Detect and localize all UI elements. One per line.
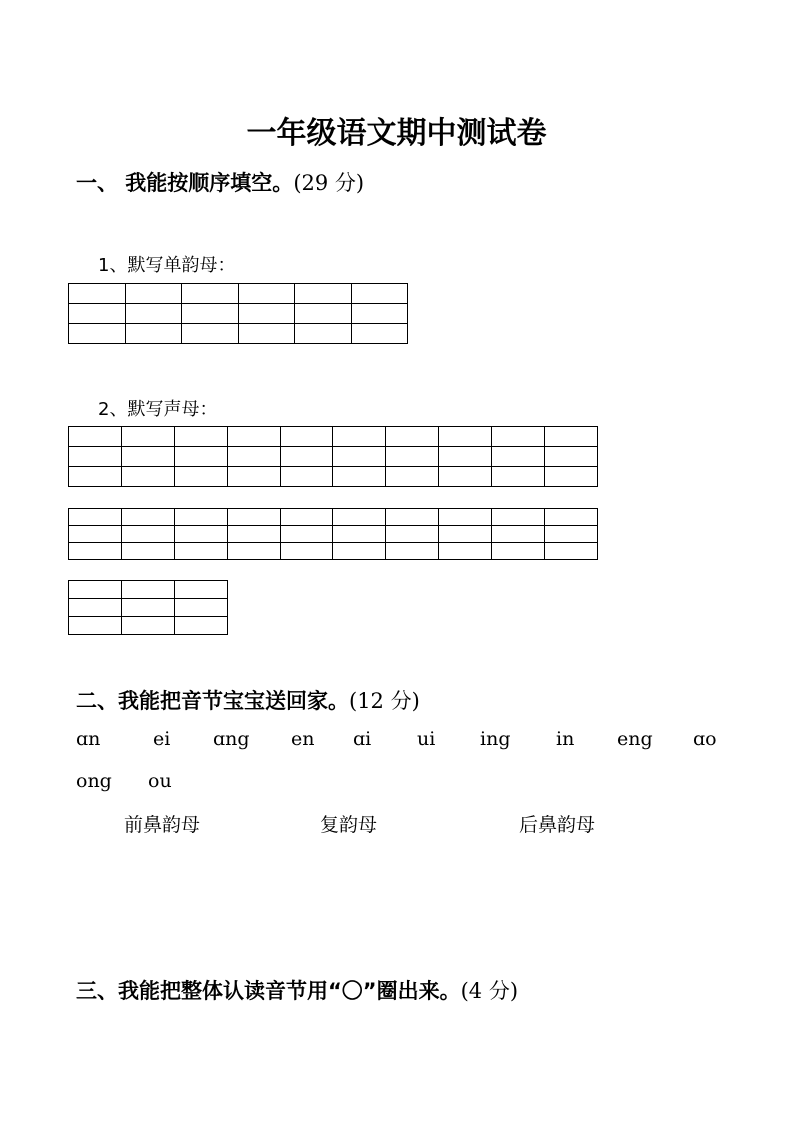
blank-cell[interactable] (122, 599, 175, 617)
category-front-nasal: 前鼻韵母 (124, 814, 201, 836)
grid-row (69, 543, 598, 560)
blank-cell[interactable] (492, 509, 545, 526)
blank-cell[interactable] (492, 526, 545, 543)
blank-cell[interactable] (69, 617, 122, 635)
blank-cell[interactable] (122, 617, 175, 635)
grid-row (69, 427, 598, 447)
blank-cell[interactable] (280, 447, 333, 467)
blank-cell[interactable] (174, 427, 227, 447)
syllable: ei (153, 728, 171, 750)
blank-cell[interactable] (295, 304, 352, 324)
syllable: ui (417, 728, 436, 750)
syllable: ɑn (76, 728, 101, 750)
blank-cell[interactable] (238, 284, 295, 304)
blank-cell[interactable] (182, 304, 239, 324)
category-compound: 复韵母 (320, 814, 378, 836)
blank-cell[interactable] (492, 467, 545, 487)
grid-row (69, 526, 598, 543)
blank-cell[interactable] (295, 324, 352, 344)
blank-cell[interactable] (125, 324, 182, 344)
blank-cell[interactable] (386, 526, 439, 543)
blank-cell[interactable] (492, 427, 545, 447)
blank-cell[interactable] (69, 304, 126, 324)
blank-cell[interactable] (182, 284, 239, 304)
blank-cell[interactable] (333, 509, 386, 526)
syllable: in (556, 728, 575, 750)
blank-cell[interactable] (122, 581, 175, 599)
section1-heading (76, 167, 364, 197)
blank-cell[interactable] (182, 324, 239, 344)
blank-cell[interactable] (351, 324, 408, 344)
blank-cell[interactable] (121, 427, 174, 447)
blank-cell[interactable] (69, 526, 122, 543)
syllable: ong (76, 770, 112, 792)
blank-cell[interactable] (227, 447, 280, 467)
syllable: ou (148, 770, 172, 792)
blank-cell[interactable] (69, 427, 122, 447)
grid-row (69, 447, 598, 467)
blank-cell[interactable] (280, 543, 333, 560)
grid-row (69, 581, 228, 599)
blank-cell[interactable] (386, 467, 439, 487)
blank-cell[interactable] (439, 467, 492, 487)
blank-cell[interactable] (125, 304, 182, 324)
blank-cell[interactable] (227, 543, 280, 560)
blank-cell[interactable] (492, 447, 545, 467)
blank-cell[interactable] (386, 447, 439, 467)
blank-cell[interactable] (386, 427, 439, 447)
section3-heading (76, 975, 518, 1005)
heading-text: 一、 我能按顺序填空。 (76, 171, 294, 195)
blank-cell[interactable] (69, 581, 122, 599)
grid-row (69, 599, 228, 617)
blank-cell[interactable] (351, 304, 408, 324)
blank-cell[interactable] (280, 526, 333, 543)
consonant-grid-1 (68, 426, 598, 487)
grid-row (69, 324, 408, 344)
blank-cell[interactable] (238, 304, 295, 324)
blank-cell[interactable] (545, 447, 598, 467)
blank-cell[interactable] (121, 467, 174, 487)
blank-cell[interactable] (545, 509, 598, 526)
points: (29 分) (293, 171, 365, 195)
blank-cell[interactable] (121, 526, 174, 543)
blank-cell[interactable] (69, 599, 122, 617)
blank-cell[interactable] (545, 427, 598, 447)
consonant-grid-2 (68, 508, 598, 560)
points: (12 分) (349, 689, 420, 713)
blank-cell[interactable] (439, 526, 492, 543)
blank-cell[interactable] (238, 324, 295, 344)
blank-cell[interactable] (545, 467, 598, 487)
syllable: ɑo (693, 728, 717, 750)
blank-cell[interactable] (174, 447, 227, 467)
blank-cell[interactable] (69, 324, 126, 344)
section2-heading (76, 685, 420, 715)
blank-cell[interactable] (174, 509, 227, 526)
grid-row (69, 304, 408, 324)
syllable: eng (617, 728, 653, 750)
category-back-nasal: 后鼻韵母 (519, 814, 596, 836)
blank-cell[interactable] (295, 284, 352, 304)
blank-cell[interactable] (175, 617, 228, 635)
blank-cell[interactable] (69, 447, 122, 467)
blank-cell[interactable] (227, 526, 280, 543)
syllable: en (291, 728, 315, 750)
blank-cell[interactable] (175, 599, 228, 617)
syllable: ing (480, 728, 511, 750)
blank-cell[interactable] (227, 467, 280, 487)
blank-cell[interactable] (545, 543, 598, 560)
blank-cell[interactable] (386, 543, 439, 560)
blank-cell[interactable] (121, 509, 174, 526)
consonant-grid-3 (68, 580, 228, 635)
blank-cell[interactable] (545, 526, 598, 543)
blank-cell[interactable] (125, 284, 182, 304)
blank-cell[interactable] (439, 509, 492, 526)
blank-cell[interactable] (333, 447, 386, 467)
blank-cell[interactable] (351, 284, 408, 304)
blank-cell[interactable] (280, 509, 333, 526)
syllable: ɑng (213, 728, 250, 750)
vowel-grid (68, 283, 408, 344)
blank-cell[interactable] (69, 543, 122, 560)
blank-cell[interactable] (280, 427, 333, 447)
blank-cell[interactable] (439, 543, 492, 560)
grid-row (69, 467, 598, 487)
blank-cell[interactable] (386, 509, 439, 526)
blank-cell[interactable] (121, 447, 174, 467)
syllable: ɑi (353, 728, 372, 750)
blank-cell[interactable] (333, 526, 386, 543)
blank-cell[interactable] (69, 467, 122, 487)
q1-label: 1、默写单韵母： (98, 255, 236, 276)
heading-text: 三、我能把整体认读音节用“〇”圈出来。 (76, 979, 461, 1003)
blank-cell[interactable] (175, 581, 228, 599)
heading-text: 二、我能把音节宝宝送回家。 (76, 689, 349, 713)
grid-row (69, 617, 228, 635)
blank-cell[interactable] (174, 526, 227, 543)
blank-cell[interactable] (121, 543, 174, 560)
blank-cell[interactable] (174, 543, 227, 560)
blank-cell[interactable] (227, 509, 280, 526)
grid-row (69, 284, 408, 304)
blank-cell[interactable] (69, 509, 122, 526)
blank-cell[interactable] (439, 427, 492, 447)
points: (4 分) (460, 979, 519, 1003)
blank-cell[interactable] (333, 427, 386, 447)
grid-row (69, 509, 598, 526)
blank-cell[interactable] (174, 467, 227, 487)
blank-cell[interactable] (69, 284, 126, 304)
blank-cell[interactable] (227, 427, 280, 447)
blank-cell[interactable] (492, 543, 545, 560)
page-title: 一年级语文期中测试卷 (246, 116, 547, 151)
blank-cell[interactable] (280, 467, 333, 487)
q2-label: 2、默写声母： (98, 399, 218, 420)
blank-cell[interactable] (333, 467, 386, 487)
blank-cell[interactable] (439, 447, 492, 467)
blank-cell[interactable] (333, 543, 386, 560)
